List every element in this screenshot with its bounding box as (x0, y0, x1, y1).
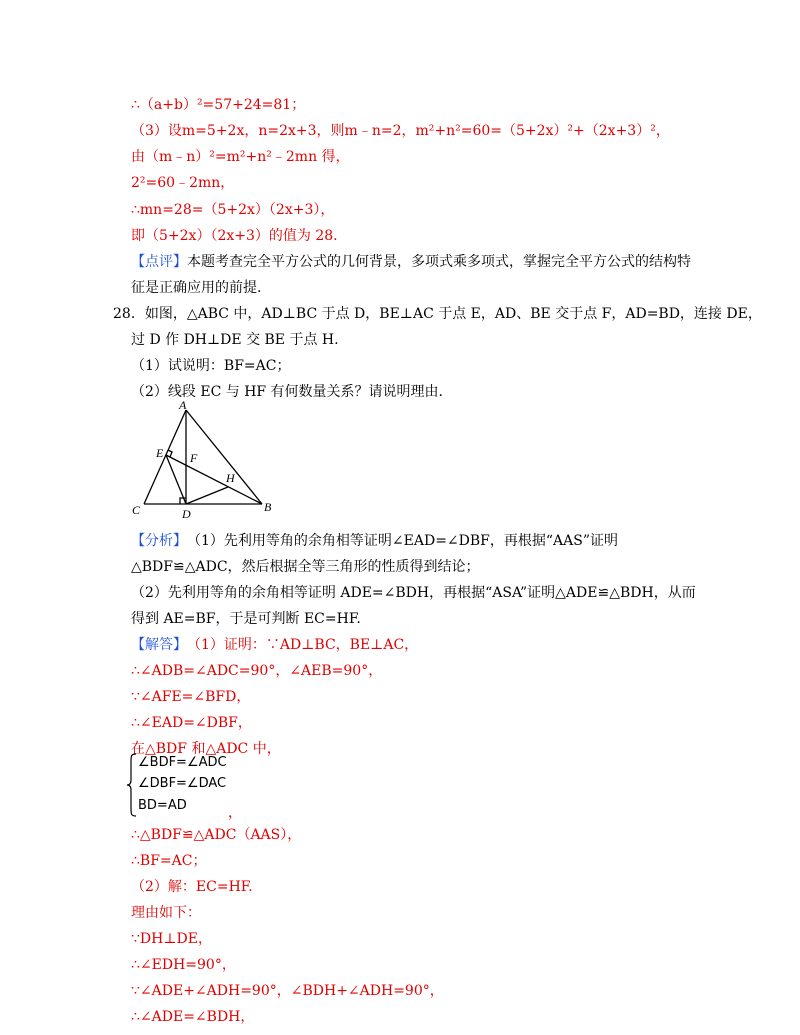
comment-tag: 【点评】 (131, 254, 187, 270)
answer-text-7: ∴BF=AC； (131, 853, 207, 869)
analysis-text-2: △BDF≌△ADC，然后根据全等三角形的性质得到结论； (131, 559, 480, 575)
line-5: ∴mn=28=（5+2x）（2x+3）， (131, 202, 335, 218)
answer-text-12: ∵∠ADE+∠ADH=90°，∠BDH+∠ADH=90°， (131, 983, 444, 999)
line-1: ∴（a+b）²=57+24=81； (131, 97, 306, 113)
answer-text-9: 理由如下： (131, 905, 201, 921)
left-brace-icon (126, 752, 138, 818)
question-part-2: （2）线段 EC 与 HF 有何数量关系？请说明理由. (131, 384, 444, 400)
answer-tag: 【解答】 (131, 637, 187, 653)
analysis-tag: 【分析】 (131, 533, 187, 549)
analysis-text-3: （2）先利用等角的余角相等证明 ADE=∠BDH，再根据“ASA”证明△ADE≌△BDH，从而 (131, 585, 696, 601)
answer-text-6: ∴△BDF≌△ADC（AAS）， (131, 827, 302, 843)
line-3: 由（m﹣n）²=m²+n²﹣2mn 得， (131, 149, 350, 165)
analysis-text-4: 得到 AE=BF，于是可判断 EC=HF. (131, 611, 361, 627)
line-6: 即（5+2x）（2x+3）的值为 28. (131, 228, 338, 244)
line-2: （3）设m=5+2x，n=2x+3，则m﹣n=2，m²+n²=60=（5+2x）²+（2x+3）²， (131, 123, 670, 139)
system-row-1: ∠BDF=∠ADC (138, 755, 227, 770)
analysis-text: （1）先利用等角的余角相等证明∠EAD=∠DBF，再根据“AAS”证明 (187, 533, 619, 549)
triangle-figure (130, 398, 280, 523)
side-ab (186, 410, 262, 504)
answer-text-13: ∴∠ADE=∠BDH， (131, 1009, 255, 1025)
label-b: B (264, 500, 272, 514)
comment-text: 本题考查完全平方公式的几何背景，多项式乘多项式，掌握完全平方公式的结构特 (187, 254, 691, 270)
answer-text-1: （1）证明：∵AD⊥BC，BE⊥AC， (187, 637, 419, 653)
answer-text-11: ∴∠EDH=90°， (131, 957, 236, 973)
label-c: C (132, 503, 141, 517)
label-f: F (190, 451, 198, 465)
segment-de (166, 455, 186, 504)
question-28-cont: 过 D 作 DH⊥DE 交 BE 于点 H. (131, 332, 339, 348)
segment-be (166, 455, 262, 504)
answer-text-3: ∵∠AFE=∠BFD， (131, 689, 251, 705)
system-row-3: BD=AD (138, 798, 187, 813)
segment-dh (186, 487, 228, 504)
label-a: A (179, 398, 187, 412)
system-row-2: ∠DBF=∠DAC (138, 776, 227, 791)
line-4: 2²=60﹣2mn， (131, 175, 235, 191)
label-e: E (156, 446, 164, 460)
label-h: H (226, 471, 235, 485)
system-comma: ， (228, 805, 242, 821)
comment-text-cont: 征是正确应用的前提. (131, 280, 262, 296)
answer-text-10: ∵DH⊥DE， (131, 931, 212, 947)
question-part-1: （1）试说明：BF=AC； (131, 358, 291, 374)
answer-text-8: （2）解：EC=HF. (131, 879, 253, 895)
answer-text-5: 在△BDF 和△ADC 中， (131, 741, 281, 757)
question-28: 28．如图，△ABC 中，AD⊥BC 于点 D，BE⊥AC 于点 E，AD、BE 交于点 F，AD=BD，连接 DE， (113, 306, 762, 322)
answer-text-2: ∴∠ADB=∠ADC=90°，∠AEB=90°， (131, 663, 383, 679)
answer-text-4: ∴∠EAD=∠DBF， (131, 715, 252, 731)
label-d: D (182, 507, 191, 521)
